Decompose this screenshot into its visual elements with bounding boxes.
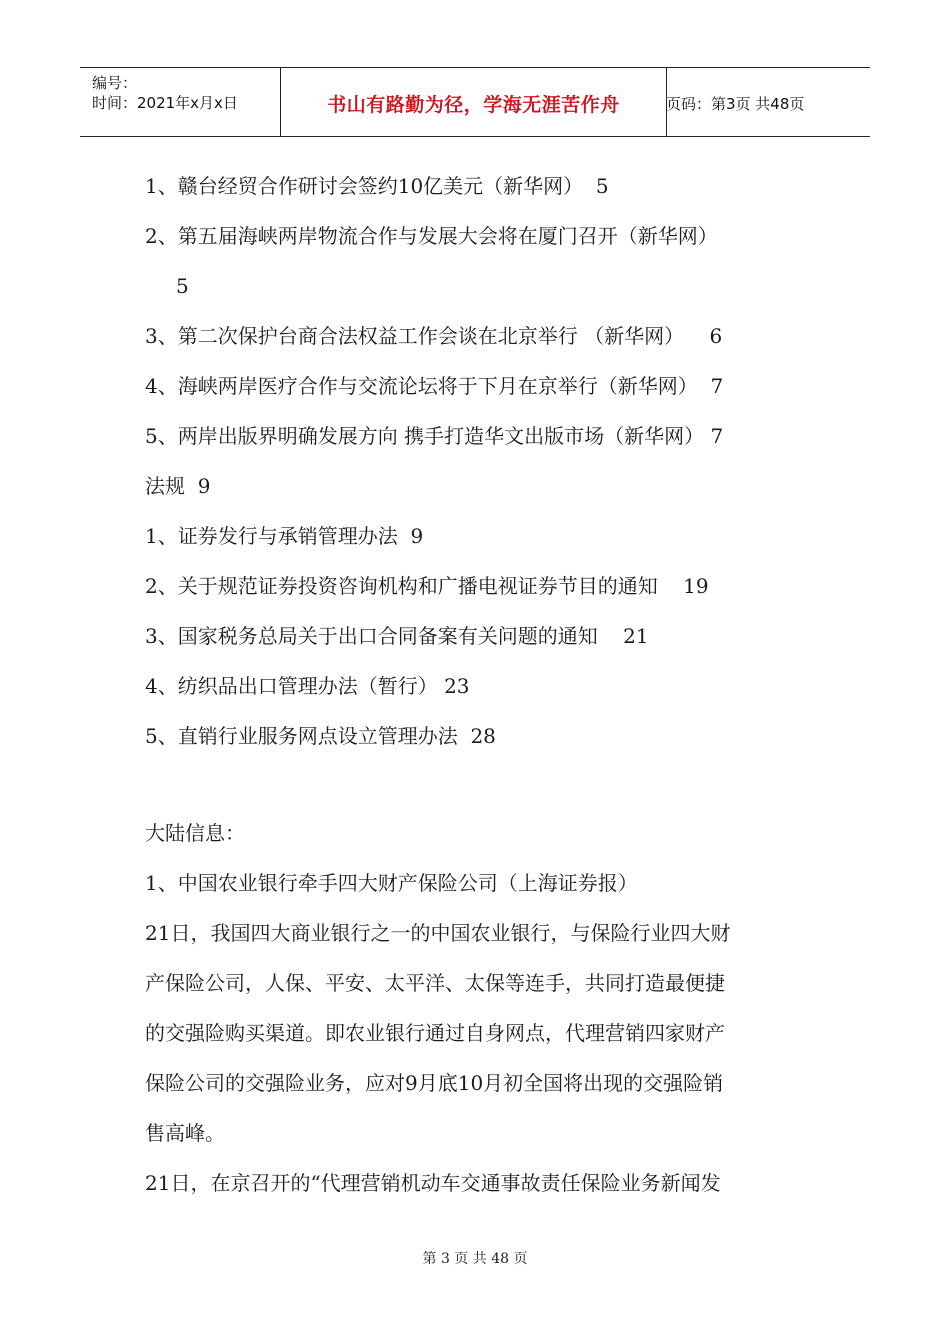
toc-item: 1、证券发行与承销管理办法 9 (145, 524, 424, 548)
toc-item: 2、关于规范证券投资咨询机构和广播电视证券节目的通知 19 (145, 574, 709, 598)
toc-item: 4、海峡两岸医疗合作与交流论坛将于下月在京举行（新华网） 7 (145, 374, 724, 398)
paragraph-line: 的交强险购买渠道。即农业银行通过自身网点，代理营销四家财产 (145, 1021, 725, 1045)
header-motto-cell (280, 68, 667, 136)
toc-item: 2、第五届海峡两岸物流合作与发展大会将在厦门召开（新华网） (145, 224, 718, 248)
toc-item: 3、第二次保护台商合法权益工作会谈在北京举行 （新华网） 6 (145, 324, 723, 348)
header-page-cell (666, 68, 870, 136)
toc-item: 5、两岸出版界明确发展方向 携手打造华文出版市场（新华网） 7 (145, 424, 724, 448)
document-header (80, 67, 870, 137)
paragraph-line: 21日，我国四大商业银行之一的中国农业银行，与保险行业四大财 (145, 921, 731, 945)
header-page-info: 页码：第3页 共48页 (666, 95, 805, 113)
toc-item: 4、纺织品出口管理办法（暂行） 23 (145, 674, 470, 698)
toc-item: 3、国家税务总局关于出口合同备案有关问题的通知 21 (145, 624, 649, 648)
header-meta-cell (80, 68, 280, 136)
page-footer: 第 3 页 共 48 页 (422, 1251, 528, 1267)
paragraph-line: 21日，在京召开的“代理营销机动车交通事故责任保险业务新闻发 (145, 1171, 721, 1195)
mainland-heading: 大陆信息： (145, 821, 245, 845)
header-motto: 书山有路勤为径，学海无涯苦作舟 (327, 94, 620, 116)
toc-item: 1、赣台经贸合作研讨会签约10亿美元（新华网） 5 (145, 174, 609, 198)
toc-item-page-number: 5 (176, 274, 189, 298)
document-date-label: 时间：2021年x月x日 (92, 94, 238, 112)
toc-section-laws: 法规 9 (145, 474, 211, 498)
paragraph-line: 产保险公司，人保、平安、太平洋、太保等连手，共同打造最便捷 (145, 971, 725, 995)
paragraph-line: 保险公司的交强险业务，应对9月底10月初全国将出现的交强险销 (145, 1071, 724, 1095)
paragraph-line: 售高峰。 (145, 1121, 225, 1145)
article-title: 1、中国农业银行牵手四大财产保险公司（上海证券报） (145, 871, 638, 895)
document-number-label: 编号： (92, 74, 138, 92)
toc-item: 5、直销行业服务网点设立管理办法 28 (145, 724, 496, 748)
